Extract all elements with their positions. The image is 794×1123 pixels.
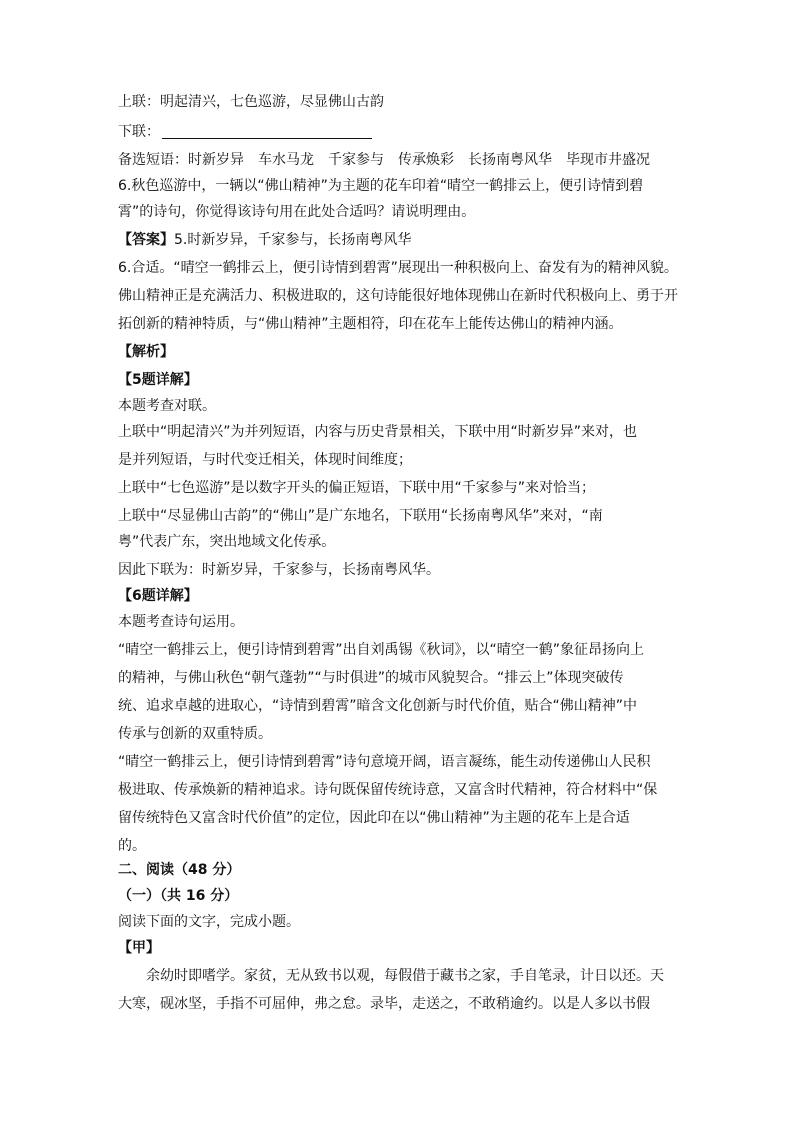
passage-line: 大寒，砚冰坚，手指不可屈伸，弗之怠。录毕，走送之，不敢稍逾约。以是人多以书假 [118,996,650,1012]
answer-label: 【答案】 [118,232,174,248]
answer-5: 5.时新岁异，千家参与，长扬南粤风华 [174,232,412,248]
answer-6-line: 拓创新的精神特质，与“佛山精神”主题相符，印在花车上能传达佛山的精神内涵。 [118,316,623,332]
section-heading: 二、阅读（48 分） [118,862,241,878]
q6-analysis-line: 传承与创新的双重特质。 [118,726,272,742]
q6-analysis-line: “晴空一鹤排云上，便引诗情到碧霄”诗句意境开阔，语言凝练，能生动传递佛山人民积 [118,754,651,770]
q5-line: 因此下联为：时新岁异，千家参与，长扬南粤风华。 [118,562,440,578]
q5-line: 上联中“七色巡游”是以数字开头的偏正短语，下联中用“千家参与”来对恰当； [118,480,596,496]
q5-line: 是并列短语，与时代变迁相关，体现时间维度； [118,452,412,468]
q5-line: 上联中“明起清兴”为并列短语，内容与历史背景相关，下联中用“时新岁异”来对，也 [118,424,638,440]
couplet-options [118,150,650,170]
options-label: 备选短语： [118,152,188,168]
q5-detail-label: 【5题详解】 [118,372,198,388]
answer-blank [162,124,372,139]
q6-line: 霄”的诗句，你觉得该诗句用在此处合适吗？请说明理由。 [118,204,476,220]
q6-analysis-line: 留传统特色又富含时代价值”的定位，因此印在以“佛山精神”为主题的花车上是合适 [118,810,630,826]
option-item: 长扬南粤风华 [468,152,552,168]
part-heading: （一）（共 16 分） [118,888,239,904]
q6-analysis-line: “晴空一鹤排云上，便引诗情到碧霄”出自刘禹锡《秋词》，以“晴空一鹤”象征昂扬向上 [118,642,645,658]
option-item: 传承焕彩 [398,152,454,168]
q6-analysis-line: 的。 [118,838,146,854]
analysis-label: 【解析】 [118,344,174,360]
option-item: 毕现市井盛况 [566,152,650,168]
passage-label: 【甲】 [118,940,160,956]
answer-6-line: 6.合适。“晴空一鹤排云上，便引诗情到碧霄”展现出一种积极向上、奋发有为的精神风貌。 [118,260,678,276]
instruction: 阅读下面的文字，完成小题。 [118,914,300,930]
couplet-lower-label: 下联： [118,124,160,140]
q5-intro: 本题考查对联。 [118,398,216,414]
q5-line: 粤”代表广东，突出地域文化传承。 [118,534,336,550]
option-item: 千家参与 [328,152,384,168]
q6-line: 6.秋色巡游中，一辆以“佛山精神”为主题的花车印着“晴空一鹤排云上，便引诗情到碧 [118,178,644,194]
q6-detail-label: 【6题详解】 [118,588,198,604]
q6-analysis-line: 极进取、传承焕新的精神追求。诗句既保留传统诗意，又富含时代精神，符合材料中“保 [118,782,658,798]
answer-6-line: 佛山精神正是充满活力、积极进取的，这句诗能很好地体现佛山在新时代积极向上、勇于开 [118,288,678,304]
option-item: 车水马龙 [258,152,314,168]
passage-line: 余幼时即嗜学。家贫，无从致书以观，每假借于藏书之家，手自笔录，计日以还。天 [146,968,664,984]
q5-line: 上联中“尽显佛山古韵”的“佛山”是广东地名，下联用“长扬南粤风华”来对，“南 [118,508,603,524]
q6-analysis-line: 的精神，与佛山秋色“朝气蓬勃”“与时俱进”的城市风貌契合。“排云上”体现突破传 [118,670,624,686]
answer-heading [118,230,411,250]
q6-analysis-line: 统、追求卓越的进取心，“诗情到碧霄”暗含文化创新与时代价值，贴合“佛山精神”中 [118,698,638,714]
option-item: 时新岁异 [188,152,244,168]
couplet-upper: 上联：明起清兴，七色巡游，尽显佛山古韵 [118,94,384,110]
couplet-lower [118,122,372,142]
q6-intro: 本题考查诗句运用。 [118,614,244,630]
